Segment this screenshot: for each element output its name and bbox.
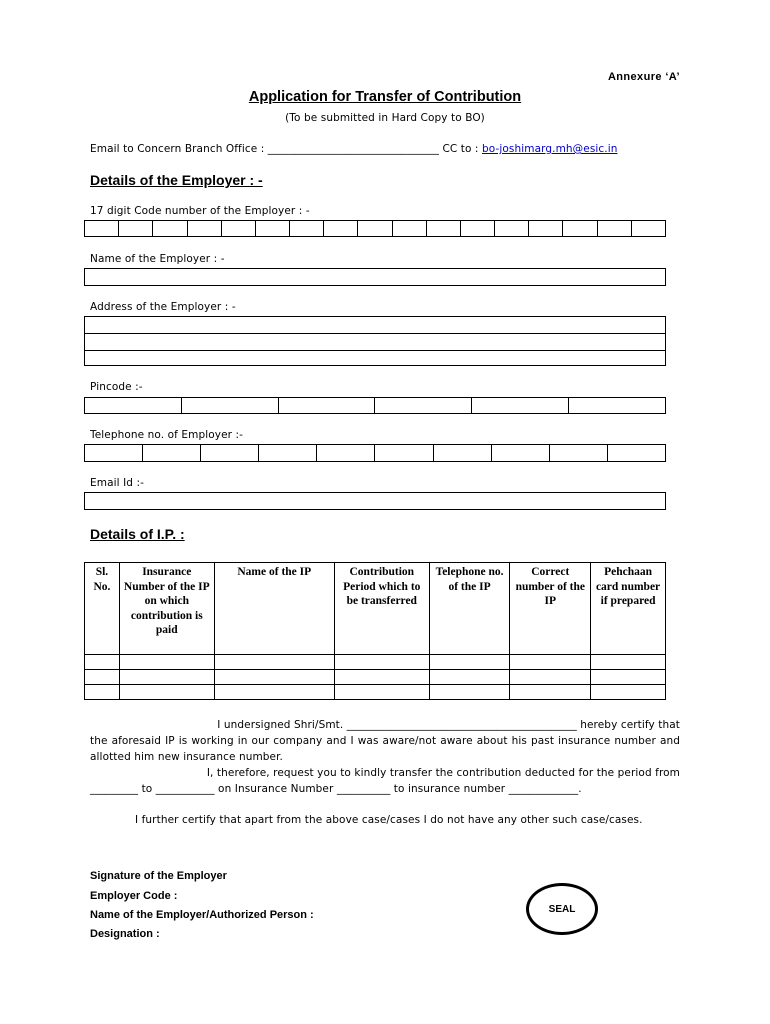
digit-box[interactable]: [201, 445, 259, 461]
col-contribution-period: Contribution Period which to be transferred: [334, 563, 429, 655]
employer-code-label: Employer Code :: [90, 890, 178, 902]
digit-box[interactable]: [492, 445, 550, 461]
authorized-person-label: Name of the Employer/Authorized Person :: [90, 909, 314, 921]
table-cell[interactable]: [510, 670, 591, 685]
digit-box[interactable]: [375, 398, 472, 413]
digit-box[interactable]: [495, 221, 529, 236]
table-cell[interactable]: [119, 655, 214, 670]
digit-box[interactable]: [85, 221, 119, 236]
table-cell[interactable]: [429, 655, 510, 670]
table-row: [85, 685, 666, 700]
further-certify: I further certify that apart from the above case/cases I do not have any other such case/cases.: [135, 814, 643, 826]
employer-address-field[interactable]: [84, 316, 666, 366]
col-pehchaan-card: Pehchaan card number if prepared: [591, 563, 666, 655]
code-label: 17 digit Code number of the Employer : -: [90, 205, 310, 217]
ip-heading-text: Details of I.P. :: [90, 526, 185, 542]
digit-box[interactable]: [529, 221, 563, 236]
seal-text: SEAL: [548, 903, 576, 915]
address-line-2[interactable]: [85, 334, 665, 351]
digit-box[interactable]: [461, 221, 495, 236]
col-correct-number: Correct number of the IP: [510, 563, 591, 655]
digit-box[interactable]: [153, 221, 187, 236]
digit-box[interactable]: [279, 398, 376, 413]
table-cell[interactable]: [85, 685, 120, 700]
employer-heading-text: Details of the Employer : -: [90, 172, 263, 188]
address-line-1[interactable]: [85, 317, 665, 334]
signature-label: Signature of the Employer: [90, 870, 227, 882]
employer-email-field[interactable]: [84, 492, 666, 510]
address-line-3[interactable]: [85, 351, 665, 367]
employer-name-field[interactable]: [84, 268, 666, 286]
certify-paragraph-rest: the aforesaid IP is working in our company and I was aware/not aware about his past insurance number and allotted him new insurance number.: [90, 735, 680, 763]
digit-box[interactable]: [85, 398, 182, 413]
telephone-label: Telephone no. of Employer :-: [90, 429, 244, 441]
table-cell[interactable]: [591, 655, 666, 670]
email-label: Email Id :-: [90, 477, 144, 489]
pincode-boxes[interactable]: [84, 397, 666, 414]
request-line-2: _________ to ___________ on Insurance Number __________ to insurance number _____________.: [90, 783, 582, 795]
col-ip-name: Name of the IP: [214, 563, 334, 655]
table-cell[interactable]: [119, 685, 214, 700]
digit-box[interactable]: [143, 445, 201, 461]
telephone-boxes[interactable]: [84, 444, 666, 462]
digit-box[interactable]: [598, 221, 632, 236]
name-label: Name of the Employer : -: [90, 253, 225, 265]
ip-details-table: [84, 562, 666, 700]
digit-box[interactable]: [434, 445, 492, 461]
employer-heading: [90, 172, 263, 188]
digit-box[interactable]: [375, 445, 433, 461]
certify-line-1: I undersigned Shri/Smt. ___________________________________________ hereby certify that: [217, 719, 680, 731]
employer-code-boxes[interactable]: [84, 220, 666, 237]
address-label: Address of the Employer : -: [90, 301, 236, 313]
digit-box[interactable]: [632, 221, 665, 236]
digit-box[interactable]: [427, 221, 461, 236]
digit-box[interactable]: [608, 445, 665, 461]
digit-box[interactable]: [472, 398, 569, 413]
col-sl-no: Sl. No.: [85, 563, 120, 655]
table-cell[interactable]: [334, 670, 429, 685]
table-cell[interactable]: [119, 670, 214, 685]
email-instruction: [90, 143, 617, 155]
table-cell[interactable]: [429, 670, 510, 685]
digit-box[interactable]: [119, 221, 153, 236]
designation-label: Designation :: [90, 928, 160, 940]
table-cell[interactable]: [214, 670, 334, 685]
table-cell[interactable]: [334, 655, 429, 670]
digit-box[interactable]: [256, 221, 290, 236]
annexure-label: Annexure ‘A’: [607, 71, 680, 83]
digit-box[interactable]: [550, 445, 608, 461]
table-cell[interactable]: [214, 685, 334, 700]
table-cell[interactable]: [591, 685, 666, 700]
digit-box[interactable]: [569, 398, 665, 413]
email-instruction-text: Email to Concern Branch Office : ________________________________ CC to :: [90, 143, 483, 155]
digit-box[interactable]: [259, 445, 317, 461]
digit-box[interactable]: [182, 398, 279, 413]
digit-box[interactable]: [85, 445, 143, 461]
digit-box[interactable]: [188, 221, 222, 236]
digit-box[interactable]: [324, 221, 358, 236]
table-cell[interactable]: [591, 670, 666, 685]
request-line-1: I, therefore, request you to kindly transfer the contribution deducted for the period from: [206, 767, 680, 779]
digit-box[interactable]: [358, 221, 392, 236]
cc-email-link[interactable]: bo-joshimarg.mh@esic.in: [482, 143, 618, 155]
table-cell[interactable]: [510, 655, 591, 670]
col-insurance-number: Insurance Number of the IP on which contribution is paid: [119, 563, 214, 655]
table-cell[interactable]: [214, 655, 334, 670]
table-cell[interactable]: [334, 685, 429, 700]
digit-box[interactable]: [290, 221, 324, 236]
ip-table-header: [85, 563, 666, 655]
seal-stamp: [526, 883, 598, 935]
table-row: [85, 670, 666, 685]
table-cell[interactable]: [85, 670, 120, 685]
table-cell[interactable]: [85, 655, 120, 670]
digit-box[interactable]: [563, 221, 597, 236]
digit-box[interactable]: [393, 221, 427, 236]
table-cell[interactable]: [429, 685, 510, 700]
page-subtitle: (To be submitted in Hard Copy to BO): [285, 112, 485, 124]
digit-box[interactable]: [222, 221, 256, 236]
pincode-label: Pincode :-: [90, 381, 143, 393]
page-title-text: Application for Transfer of Contribution: [248, 89, 522, 105]
digit-box[interactable]: [317, 445, 375, 461]
ip-heading: [90, 526, 185, 542]
page-title: [0, 89, 770, 105]
table-cell[interactable]: [510, 685, 591, 700]
table-row: [85, 655, 666, 670]
col-ip-telephone: Telephone no. of the IP: [429, 563, 510, 655]
